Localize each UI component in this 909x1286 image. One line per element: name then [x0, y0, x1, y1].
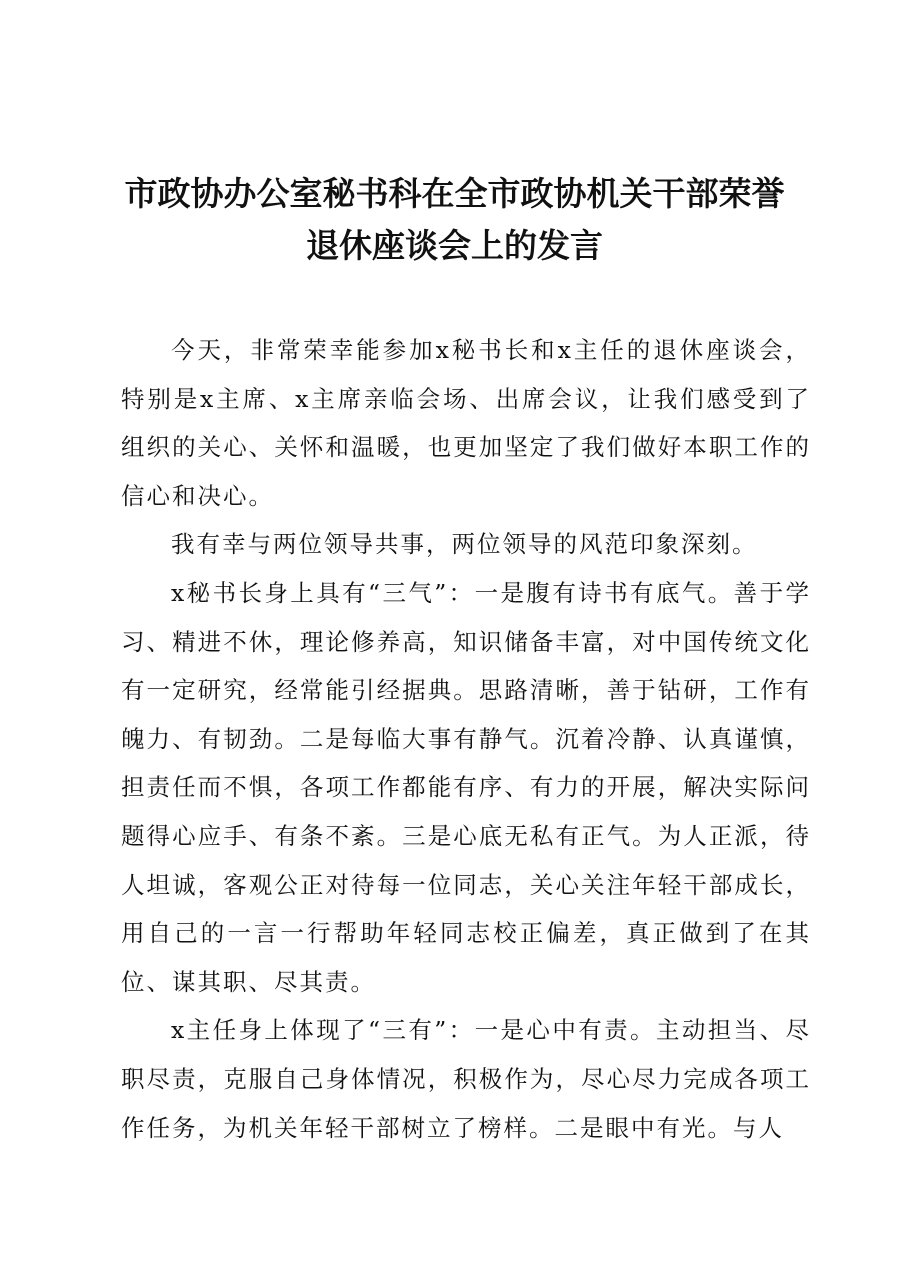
document-body: [121, 326, 811, 1152]
title-line-1: 市政协办公室秘书科在全市政协机关干部荣誉: [124, 174, 785, 213]
paragraph-opening: 今天，非常荣幸能参加x秘书长和x主任的退休座谈会，特别是x主席、x主席亲临会场、出席会议，让我们感受到了组织的关心、关怀和温暖，也更加坚定了我们做好本职工作的信心和决心。: [121, 336, 811, 510]
paragraph-secretary-general: x秘书长身上具有“三气”：一是腹有诗书有底气。善于学习、精进不休，理论修养高，知识储备丰富，对中国传统文化有一定研究，经常能引经据典。思路清晰，善于钻研，工作有魄力、有韧劲。二是每临大事有静气。沉着冷静、认真谨慎，担责任而不惧，各项工作都能有序、有力的开展，解决实际问题得心应手、有条不紊。三是心底无私有正气。为人正派，待人坦诚，客观公正对待每一位同志，关心关注年轻干部成长，用自己的一言一行帮助年轻同志校正偏差，真正做到了在其位、谋其职、尽其责。: [121, 578, 811, 996]
title-line-2: 退休座谈会上的发言: [306, 226, 603, 265]
document-title: [80, 168, 829, 272]
paragraph-introduction: 我有幸与两位领导共事，两位领导的风范印象深刻。: [171, 530, 758, 559]
paragraph-director: x主任身上体现了“三有”：一是心中有责。主动担当、尽职尽责，克服自己身体情况，积极作为，尽心尽力完成各项工作任务，为机关年轻干部树立了榜样。二是眼中有光。与人: [121, 1016, 811, 1142]
